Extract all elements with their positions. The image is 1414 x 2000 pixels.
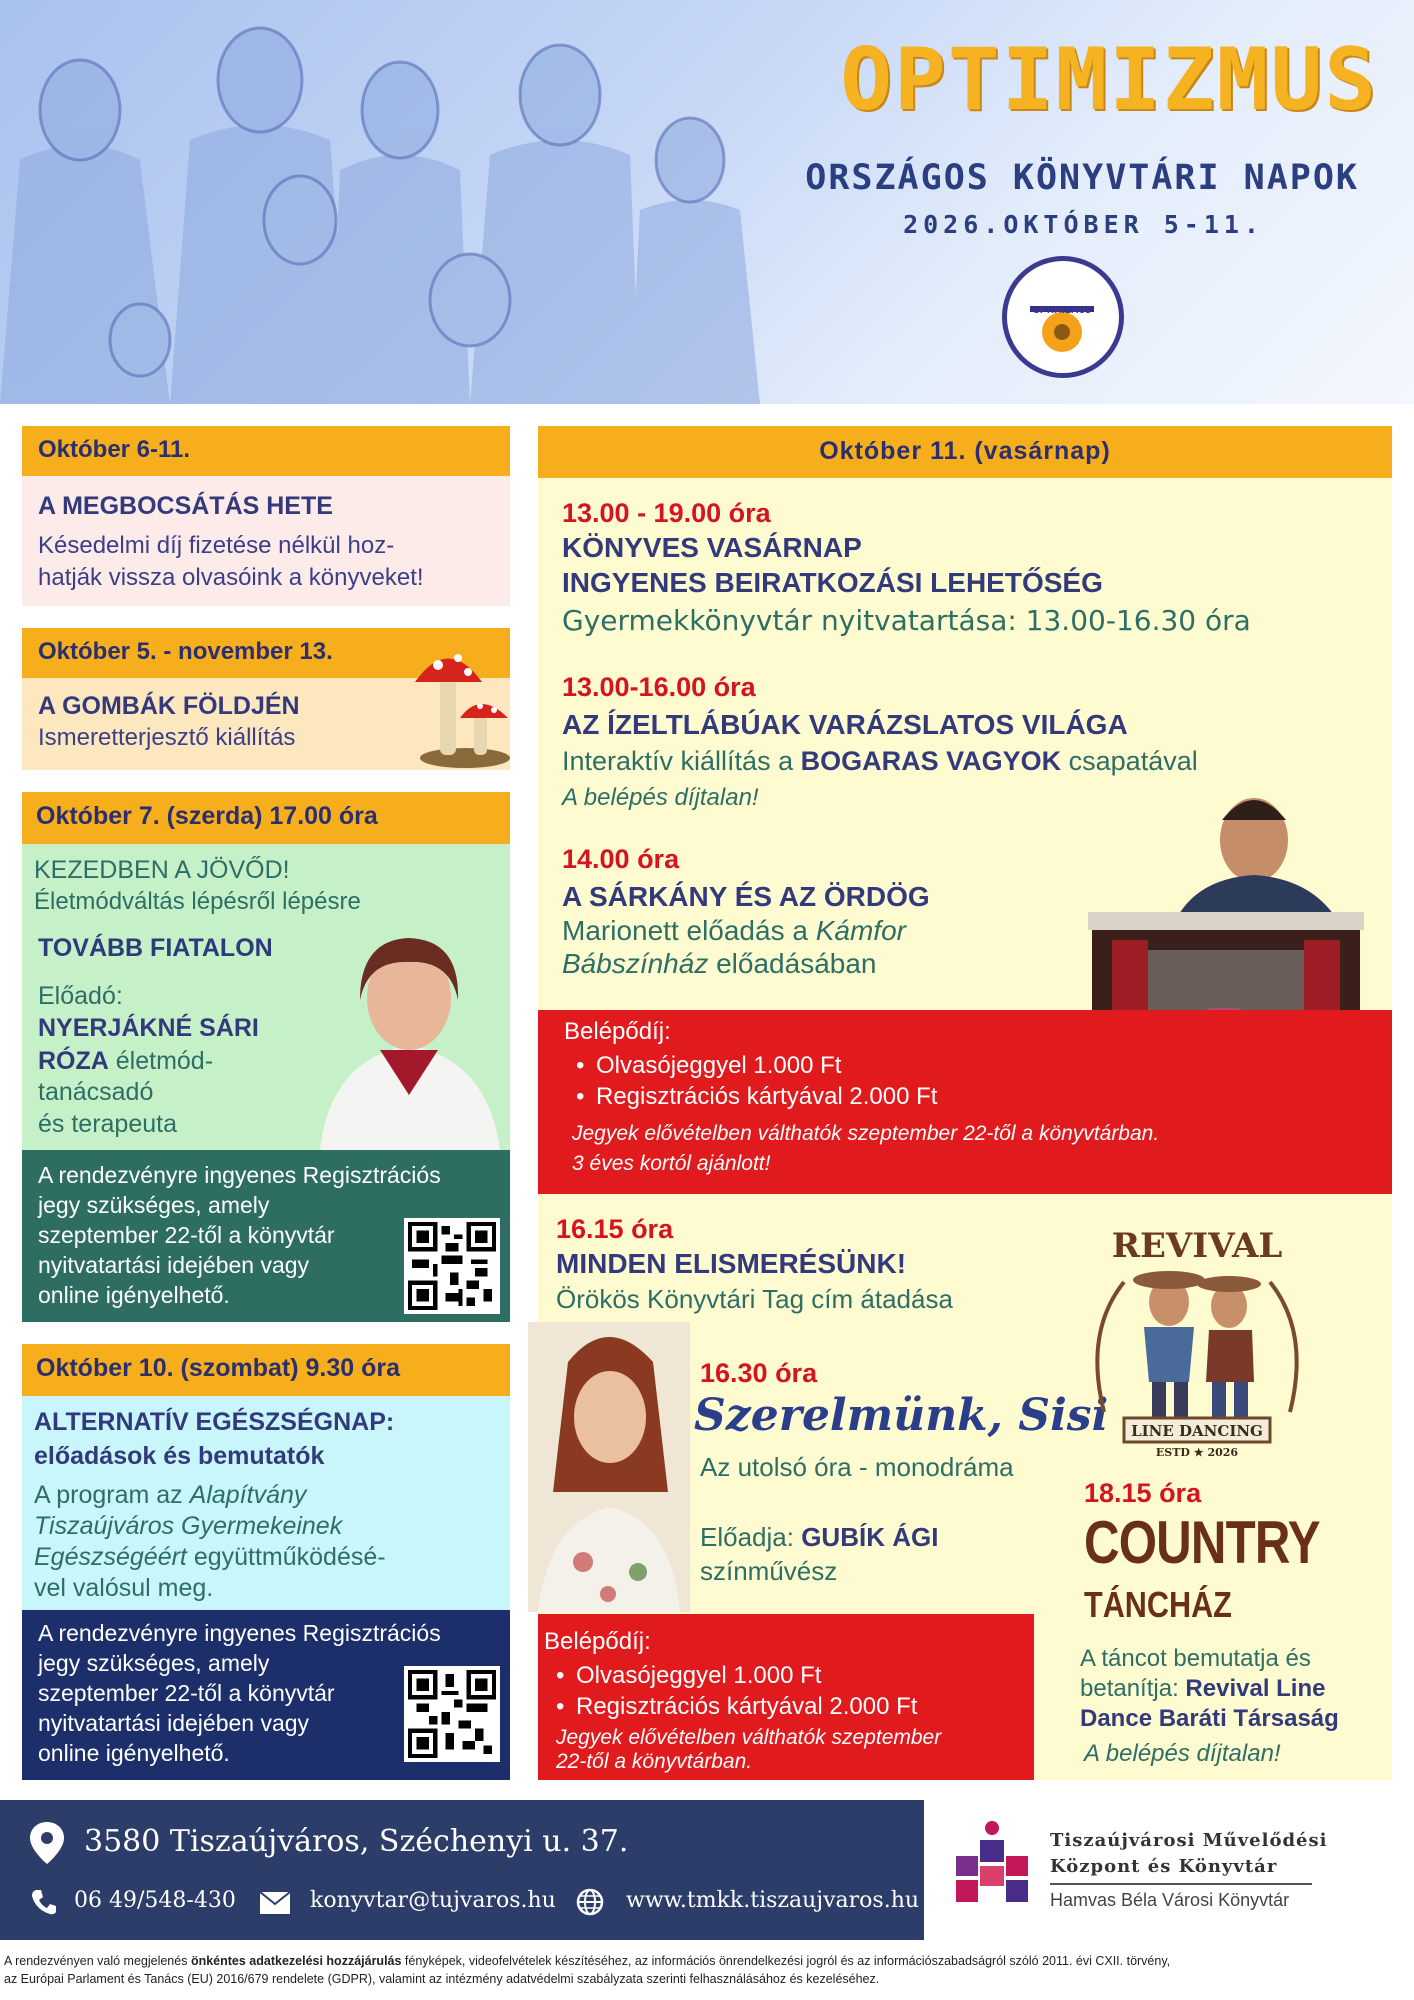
event5-performer-label: Előadja: [700,1522,802,1552]
event6-time: 18.15 óra [1084,1478,1202,1508]
presenter-name-2: RÓZA [38,1047,109,1075]
box3-reg-line-2: jegy szükséges, amely [38,1192,270,1218]
presenter-label: Előadó: [38,982,123,1010]
actress-portrait [528,1322,690,1612]
institution-name-1: Tiszaújvárosi Művelődési [1050,1830,1328,1851]
event6-title-1: COUNTRY [1084,1509,1320,1576]
event6-title-2: TÁNCHÁZ [1084,1584,1232,1625]
event2-text-post: csapatával [1061,746,1198,776]
box4-text [34,1480,386,1604]
event3-fee-band [538,1010,1392,1194]
event1-title-2: INGYENES BEIRATKOZÁSI LEHETŐSÉG [562,567,1103,598]
presenter-name-line-2 [38,1046,213,1076]
legal-notice [4,1952,1410,1988]
event2-free: A belépés díjtalan! [562,784,759,811]
event2-time: 13.00-16.00 óra [562,672,756,702]
event5-fee-label: Belépődíj: [544,1628,651,1655]
event3-fee-list [568,1050,937,1112]
qr-code-registration-2[interactable] [404,1666,500,1762]
box4-text-2-italic: Tiszaújváros Gyermekeinek [34,1512,343,1540]
box4-body [22,1396,510,1610]
event3-title: A SÁRKÁNY ÉS AZ ÖRDÖG [562,881,930,912]
event6-text-3-bold: Dance Baráti Társaság [1080,1705,1339,1732]
event-date: 2026.OKTÓBER 5-11. [903,210,1264,239]
box4-text-line-1 [34,1480,386,1511]
event5-fee-1: • Olvasójeggyel 1.000 Ft [548,1660,917,1691]
event2-title: AZ ÍZELTLÁBÚAK VARÁZSLATOS VILÁGA [562,709,1128,740]
box4-text-line-4: vel valósul meg. [34,1574,214,1602]
event2-text [562,746,1198,777]
event5-performer-name: GUBÍK ÁGI [801,1522,939,1552]
event3-text-1 [562,915,906,947]
revival-logo-established: ESTD ★ 2026 [1155,1446,1239,1459]
box3-reg-line-4: nyitvatartási idejében vagy [38,1252,310,1278]
institution-divider [1050,1883,1312,1885]
event5-fee-list [548,1660,917,1722]
event6-text-1: A táncot bemutatja és [1080,1645,1311,1672]
box1-heading: Október 6-11. [22,426,510,476]
box4-title-2: előadások és bemutatók [34,1442,325,1470]
institution-name-2: Központ és Könyvtár [1050,1856,1278,1877]
badge-label: OPTIMIZMUS [1032,306,1092,315]
box1-body [22,476,510,606]
institution-logo-icon [956,1820,1028,1908]
event1-text: Gyermekkönyvtár nyitvatartása: 13.00-16.30 óra [562,604,1251,637]
presenter-role-1: életmód- [108,1047,214,1075]
event4-title: MINDEN ELISMERÉSÜNK! [556,1248,907,1279]
event5-time: 16.30 óra [700,1358,818,1388]
event5-performer [700,1522,938,1553]
box4-reg-line-4: nyitvatartási idejében vagy [38,1710,310,1736]
event1-time: 13.00 - 19.00 óra [562,498,771,528]
globe-icon [576,1888,604,1916]
event3-fee-1: • Olvasójeggyel 1.000 Ft [568,1050,937,1081]
event6-text-3 [1080,1704,1339,1734]
box1-text-2: hatják vissza olvasóink a könyveket! [38,564,424,591]
event2-text-bold: BOGARAS VAGYOK [800,746,1062,776]
box4-text-line-3 [34,1542,386,1573]
box4-reg-line-5: online igényelhető. [38,1740,230,1766]
event4-time: 16.15 óra [556,1214,674,1244]
box4-text-1: A program az [34,1481,190,1509]
legal-text-pre: A rendezvényen való megjelenés [4,1954,191,1968]
legal-line-1 [4,1952,1410,1970]
box4-heading: Október 10. (szombat) 9.30 óra [22,1344,510,1396]
footer-website[interactable]: www.tmkk.tiszaujvaros.hu [626,1888,920,1913]
box3-reg-line-1: A rendezvényre ingyenes Regisztrációs [38,1162,441,1188]
event6-free: A belépés díjtalan! [1084,1740,1281,1767]
presenter-portrait [310,920,508,1150]
revival-logo-title: REVIVAL [1111,1226,1283,1266]
box3-reg-line-3: szeptember 22-től a könyvtár [38,1222,335,1248]
box3-heading: Október 7. (szerda) 17.00 óra [22,792,510,844]
event6-text [1080,1644,1339,1734]
box4-reg-line-2: jegy szükséges, amely [38,1650,270,1676]
event6-text-2-bold: Revival Line [1185,1675,1326,1702]
box3-title: TOVÁBB FIATALON [38,934,273,962]
legal-text-post: fényképek, videofelvételek készítéséhez, az információs önrendelkezési jogról és az információszabadságról szóló 2011. évi CXII. törvény, [401,1954,1171,1968]
presenter-role-2: tanácsadó [38,1078,154,1106]
event-title: OPTIMIZMUS [840,30,1378,130]
box4-reg-text [38,1618,441,1768]
legal-line-2: az Európai Parlament és Tanács (EU) 2016/679 rendelete (GDPR), valamint az intézmény adatvédelmi szabályzata szerinti felhasználásához és kezeléséhez. [4,1972,880,1986]
footer-address: 3580 Tiszaújváros, Széchenyi u. 37. [84,1824,629,1859]
presenter-role-3: és terapeuta [38,1110,177,1138]
event3-text-2 [562,948,876,980]
revival-logo-subtitle: LINE DANCING [1131,1422,1263,1440]
crowd-illustration [0,0,780,404]
event2-text-pre: Interaktív kiállítás a [562,746,801,776]
event3-note-1: Jegyek elővételben válthatók szeptember 22-től a könyvtárban. [572,1122,1160,1145]
event5-fee-2: • Regisztrációs kártyával 2.000 Ft [548,1691,917,1722]
box2-heading: Október 5. - november 13. [22,628,510,678]
event3-text-1-italic: Kámfor [815,915,906,946]
event6-text-2-pre: betanítja: [1080,1675,1186,1702]
footer-phone[interactable]: 06 49/548-430 [74,1888,236,1913]
footer-email[interactable]: konyvtar@tujvaros.hu [310,1888,556,1913]
qr-code-registration-1[interactable] [404,1218,500,1314]
box4-reg-line-3: szeptember 22-től a könyvtár [38,1680,335,1706]
email-icon [260,1892,290,1914]
event3-fee-2: • Regisztrációs kártyával 2.000 Ft [568,1081,937,1112]
event3-text-2-post: előadásában [708,948,877,979]
box4-text-3-italic: Egészségéért [34,1543,187,1571]
box3-reg-text [38,1160,441,1310]
box3-registration [22,1150,510,1322]
box4-text-3: együttműködésé- [186,1543,386,1571]
event-subtitle: ORSZÁGOS KÖNYVTÁRI NAPOK [805,158,1359,198]
footer-bar [0,1800,924,1940]
event5-note-1: Jegyek elővételben válthatók szeptember [556,1726,942,1749]
box1-text-1: Késedelmi díj fizetése nélkül hoz- [38,532,395,559]
presenter-name-1: NYERJÁKNÉ SÁRI [38,1014,259,1042]
sunflower-icon [1026,288,1098,360]
event5-subtitle: Az utolsó óra - monodráma [700,1452,1014,1482]
header-banner [0,0,1414,404]
box3-line-2: Életmódváltás lépésről lépésre [34,888,361,915]
legal-text-bold: önkéntes adatkezelési hozzájárulás [190,1954,402,1968]
event5-fee-band [538,1614,1034,1780]
right-heading: Október 11. (vasárnap) [538,426,1392,478]
event5-note-2: 22-től a könyvtárban. [556,1750,753,1773]
event5-performer-role: színművész [700,1556,838,1586]
event3-time: 14.00 óra [562,844,680,874]
box3-line-1: KEZEDBEN A JÖVŐD! [34,856,290,884]
box4-reg-line-1: A rendezvényre ingyenes Regisztrációs [38,1620,441,1646]
mushroom-icon [410,630,520,770]
box3-reg-line-5: online igényelhető. [38,1282,230,1308]
event3-note-2: 3 éves kortól ajánlott! [572,1152,771,1175]
phone-icon [30,1888,58,1916]
box2-title: A GOMBÁK FÖLDJÉN [38,692,300,720]
institution-library-name: Hamvas Béla Városi Könyvtár [1050,1890,1290,1910]
event1-title-1: KÖNYVES VASÁRNAP [562,532,862,563]
event3-text-2-italic: Bábszínház [562,948,709,979]
event6-text-2 [1080,1674,1339,1704]
event3-fee-label: Belépődíj: [564,1018,671,1045]
event4-text: Örökös Könyvtári Tag cím átadása [556,1284,953,1314]
box2-text: Ismeretterjesztő kiállítás [38,724,296,751]
event5-title: Szerelmünk, Sisi [694,1390,1109,1441]
event3-text-1-pre: Marionett előadás a [562,915,816,946]
box4-title-1: ALTERNATÍV EGÉSZSÉGNAP: [34,1408,395,1436]
box4-text-1-italic: Alapítvány [189,1481,307,1509]
box4-registration [22,1610,510,1780]
box1-title: A MEGBOCSÁTÁS HETE [38,492,333,520]
box4-text-line-2 [34,1511,386,1542]
location-pin-icon [30,1822,64,1864]
